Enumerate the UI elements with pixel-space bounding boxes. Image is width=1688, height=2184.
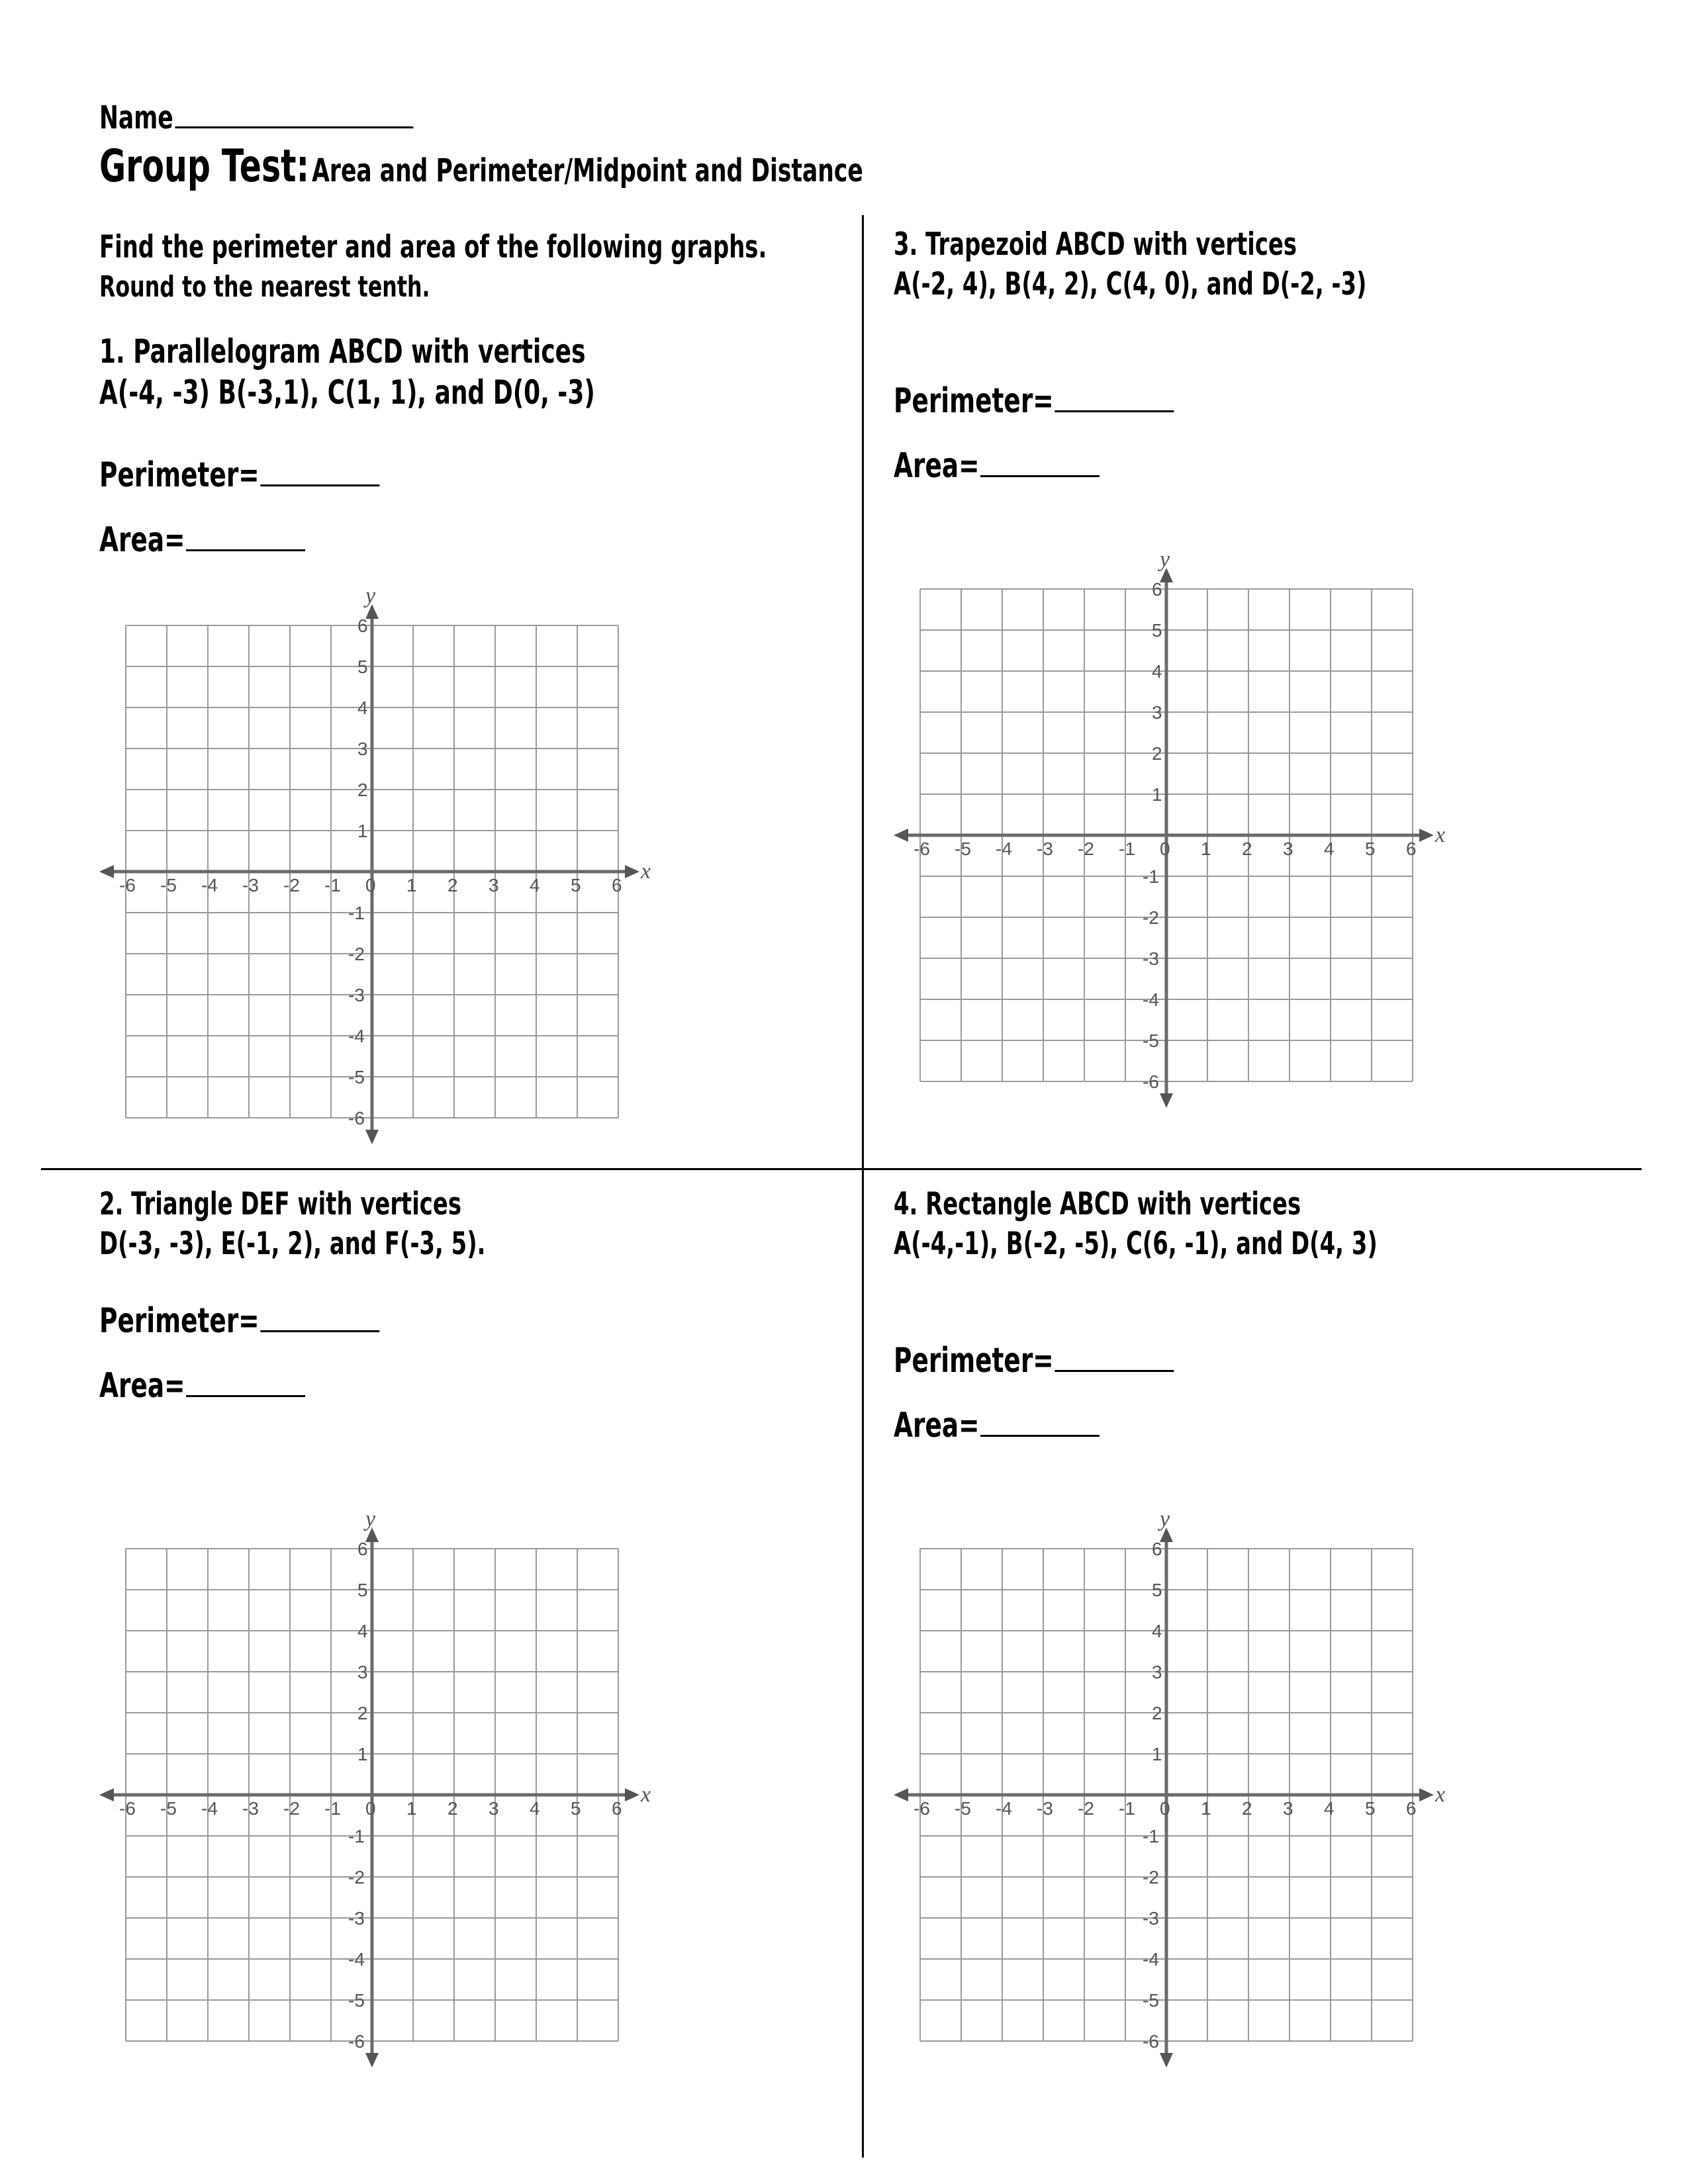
answer-blank[interactable] (260, 1301, 379, 1332)
area-label: Area= (99, 1366, 185, 1406)
x-tick-label: 5 (1365, 1798, 1376, 1819)
y-tick-label: 6 (1152, 1539, 1162, 1559)
y-tick-label: -5 (348, 1067, 365, 1087)
instructions-line-2: Round to the nearest tenth. (99, 270, 430, 304)
x-tick-label: 6 (1406, 1798, 1417, 1819)
y-axis-down-arrow-icon (365, 2053, 379, 2068)
y-axis-label: y (1160, 556, 1170, 572)
grid-svg (887, 1516, 1446, 2074)
problem-4-area[interactable] (894, 1406, 1180, 1445)
name-label: Name (99, 99, 173, 136)
x-tick-label: 3 (1283, 839, 1293, 859)
instructions (99, 228, 1026, 307)
x-axis-left-arrow-icon (99, 865, 114, 878)
coordinate-grid-3[interactable] (887, 556, 1446, 1115)
coordinate-grid-4[interactable] (887, 1516, 1446, 2074)
x-axis-right-arrow-icon (625, 1788, 639, 1801)
y-tick-label: -6 (1143, 2031, 1159, 2052)
y-tick-label: -3 (1143, 1908, 1159, 1929)
x-tick-label: 0 (1160, 839, 1170, 859)
problem-2-perimeter[interactable] (99, 1301, 489, 1341)
y-tick-label: -4 (1143, 989, 1159, 1010)
x-axis-label: x (1435, 1782, 1446, 1807)
x-tick-label: 0 (365, 1798, 376, 1819)
y-tick-label: 2 (357, 780, 368, 800)
y-tick-label: -2 (348, 944, 365, 964)
problem-4-title: 4. Rectangle ABCD with vertices (894, 1186, 1301, 1222)
x-tick-label: -6 (914, 839, 930, 859)
x-tick-label: -4 (996, 839, 1012, 859)
y-tick-label: 1 (1152, 1744, 1162, 1764)
x-axis-right-arrow-icon (1419, 1788, 1434, 1801)
x-tick-label: -3 (1037, 839, 1053, 859)
y-tick-label: 2 (357, 1703, 368, 1723)
y-axis-down-arrow-icon (1160, 1093, 1173, 1108)
y-tick-label: -2 (1143, 907, 1159, 928)
answer-blank[interactable] (260, 455, 379, 486)
x-tick-label: 4 (1324, 1798, 1335, 1819)
y-tick-label: -4 (348, 1026, 365, 1046)
y-tick-label: 6 (357, 615, 368, 636)
title-main: Group Test: (99, 140, 310, 193)
answer-blank[interactable] (1055, 1341, 1174, 1372)
x-tick-label: 6 (1406, 839, 1417, 859)
y-tick-label: -6 (348, 2031, 365, 2052)
y-tick-label: -5 (348, 1990, 365, 2011)
problem-3-title: 3. Trapezoid ABCD with vertices (894, 226, 1297, 263)
x-tick-label: -5 (955, 1798, 971, 1819)
y-tick-label: 5 (1152, 620, 1162, 641)
problem-1-vertices: A(-4, -3) B(-3,1), C(1, 1), and D(0, -3) (99, 373, 595, 412)
x-tick-label: 2 (447, 1798, 458, 1819)
area-label: Area= (894, 1406, 980, 1445)
vertical-divider (862, 215, 864, 2158)
y-axis-down-arrow-icon (365, 1130, 379, 1144)
answer-blank[interactable] (980, 1406, 1100, 1437)
x-axis-left-arrow-icon (894, 829, 908, 842)
x-axis-label: x (1435, 823, 1446, 847)
y-tick-label: -1 (348, 1826, 365, 1846)
x-tick-label: -3 (242, 875, 259, 895)
page-title (99, 140, 1160, 193)
y-tick-label: -3 (348, 985, 365, 1005)
name-field[interactable] (99, 99, 536, 136)
x-tick-label: 5 (571, 875, 581, 895)
problem-2-area[interactable] (99, 1366, 385, 1406)
answer-blank[interactable] (980, 446, 1100, 477)
x-tick-label: 3 (489, 875, 499, 895)
x-axis-right-arrow-icon (625, 865, 639, 878)
y-tick-label: -1 (348, 903, 365, 923)
y-tick-label: -2 (1143, 1867, 1159, 1888)
x-tick-label: 2 (1242, 839, 1252, 859)
y-tick-label: 5 (357, 657, 368, 677)
x-tick-label: -1 (324, 1798, 341, 1819)
grid-svg (93, 1516, 651, 2074)
x-tick-label: 0 (365, 875, 376, 895)
y-tick-label: -1 (1143, 1826, 1159, 1846)
x-tick-label: 4 (530, 875, 540, 895)
perimeter-label: Perimeter= (894, 381, 1054, 421)
y-tick-label: 1 (357, 1744, 368, 1764)
x-tick-label: 2 (447, 875, 458, 895)
area-label: Area= (894, 446, 980, 486)
answer-blank[interactable] (186, 520, 305, 551)
x-tick-label: -5 (160, 875, 177, 895)
x-tick-label: 1 (1201, 1798, 1211, 1819)
y-tick-label: 2 (1152, 1703, 1162, 1723)
problem-1-perimeter[interactable] (99, 455, 489, 495)
y-axis-down-arrow-icon (1160, 2053, 1173, 2068)
x-tick-label: 5 (1365, 839, 1376, 859)
coordinate-grid-2[interactable] (93, 1516, 651, 2074)
y-tick-label: -3 (348, 1908, 365, 1929)
x-tick-label: -6 (119, 875, 136, 895)
horizontal-divider (41, 1168, 1642, 1170)
x-tick-label: 6 (612, 1798, 622, 1819)
x-tick-label: -2 (283, 875, 300, 895)
x-tick-label: 5 (571, 1798, 581, 1819)
x-axis-label: x (641, 1782, 651, 1807)
problem-3-prompt (894, 225, 1550, 304)
x-tick-label: -6 (914, 1798, 930, 1819)
answer-blank[interactable] (186, 1366, 305, 1397)
x-tick-label: -1 (1119, 839, 1135, 859)
name-blank[interactable] (175, 100, 414, 128)
y-axis-label: y (365, 1516, 376, 1531)
y-tick-label: 6 (1152, 579, 1162, 600)
problem-3-perimeter[interactable] (894, 381, 1283, 421)
y-tick-label: -4 (348, 1949, 365, 1970)
y-tick-label: 4 (1152, 1621, 1162, 1641)
y-tick-label: 4 (1152, 661, 1162, 682)
x-tick-label: -3 (242, 1798, 259, 1819)
y-tick-label: -4 (1143, 1949, 1159, 1970)
x-tick-label: -1 (324, 875, 341, 895)
x-tick-label: -1 (1119, 1798, 1135, 1819)
y-tick-label: 5 (357, 1580, 368, 1600)
grid-svg (93, 592, 651, 1151)
y-tick-label: -1 (1143, 866, 1159, 887)
x-tick-label: -2 (283, 1798, 300, 1819)
y-axis-label: y (365, 592, 376, 608)
y-tick-label: 3 (1152, 702, 1162, 723)
y-tick-label: 4 (357, 1621, 368, 1641)
x-tick-label: 4 (1324, 839, 1335, 859)
x-tick-label: -6 (119, 1798, 136, 1819)
x-tick-label: 2 (1242, 1798, 1252, 1819)
x-tick-label: -4 (201, 1798, 218, 1819)
x-tick-label: -2 (1078, 1798, 1094, 1819)
y-tick-label: -3 (1143, 948, 1159, 969)
x-tick-label: -5 (160, 1798, 177, 1819)
x-tick-label: 1 (406, 1798, 417, 1819)
y-tick-label: -6 (1143, 1071, 1159, 1092)
perimeter-label: Perimeter= (99, 1301, 259, 1341)
y-tick-label: 4 (357, 698, 368, 718)
y-tick-label: 1 (1152, 784, 1162, 805)
perimeter-label: Perimeter= (99, 455, 259, 495)
x-tick-label: -3 (1037, 1798, 1053, 1819)
y-tick-label: -5 (1143, 1030, 1159, 1051)
answer-blank[interactable] (1055, 381, 1174, 412)
problem-3-area[interactable] (894, 446, 1180, 486)
problem-2-prompt (99, 1185, 635, 1264)
x-axis-label: x (641, 859, 651, 884)
x-axis-left-arrow-icon (894, 1788, 908, 1801)
grid-svg (887, 556, 1446, 1115)
problem-1-title: 1. Parallelogram ABCD with vertices (99, 332, 586, 371)
x-tick-label: -4 (201, 875, 218, 895)
coordinate-grid-1[interactable] (93, 592, 651, 1151)
problem-3-vertices: A(-2, 4), B(4, 2), C(4, 0), and D(-2, -3) (894, 266, 1367, 302)
x-tick-label: 3 (489, 1798, 499, 1819)
y-tick-label: 5 (1152, 1580, 1162, 1600)
x-tick-label: 0 (1160, 1798, 1170, 1819)
problem-4-prompt (894, 1185, 1566, 1264)
x-tick-label: 1 (1201, 839, 1211, 859)
x-axis-right-arrow-icon (1419, 829, 1434, 842)
area-label: Area= (99, 520, 185, 560)
x-tick-label: -4 (996, 1798, 1012, 1819)
x-tick-label: 6 (612, 875, 622, 895)
problem-2-title: 2. Triangle DEF with vertices (99, 1186, 461, 1222)
instructions-line-1: Find the perimeter and area of the following graphs. (99, 229, 767, 265)
x-tick-label: 3 (1283, 1798, 1293, 1819)
x-tick-label: -5 (955, 839, 971, 859)
y-axis-label: y (1160, 1516, 1170, 1531)
y-tick-label: -6 (348, 1108, 365, 1128)
problem-4-perimeter[interactable] (894, 1341, 1283, 1381)
perimeter-label: Perimeter= (894, 1341, 1054, 1381)
y-tick-label: 1 (357, 821, 368, 841)
problem-1-area[interactable] (99, 520, 385, 560)
x-tick-label: 1 (406, 875, 417, 895)
y-tick-label: 2 (1152, 743, 1162, 764)
y-tick-label: 3 (357, 739, 368, 759)
y-tick-label: -2 (348, 1867, 365, 1888)
x-axis-left-arrow-icon (99, 1788, 114, 1801)
y-tick-label: 3 (1152, 1662, 1162, 1682)
y-tick-label: -5 (1143, 1990, 1159, 2011)
y-tick-label: 3 (357, 1662, 368, 1682)
title-subtitle: Area and Perimeter/Midpoint and Distance (312, 152, 863, 189)
x-tick-label: -2 (1078, 839, 1094, 859)
problem-2-vertices: D(-3, -3), E(-1, 2), and F(-3, 5). (99, 1226, 486, 1262)
x-tick-label: 4 (530, 1798, 540, 1819)
problem-1-prompt (99, 331, 788, 413)
problem-4-vertices: A(-4,-1), B(-2, -5), C(6, -1), and D(4, 3) (894, 1226, 1378, 1262)
y-tick-label: 6 (357, 1539, 368, 1559)
